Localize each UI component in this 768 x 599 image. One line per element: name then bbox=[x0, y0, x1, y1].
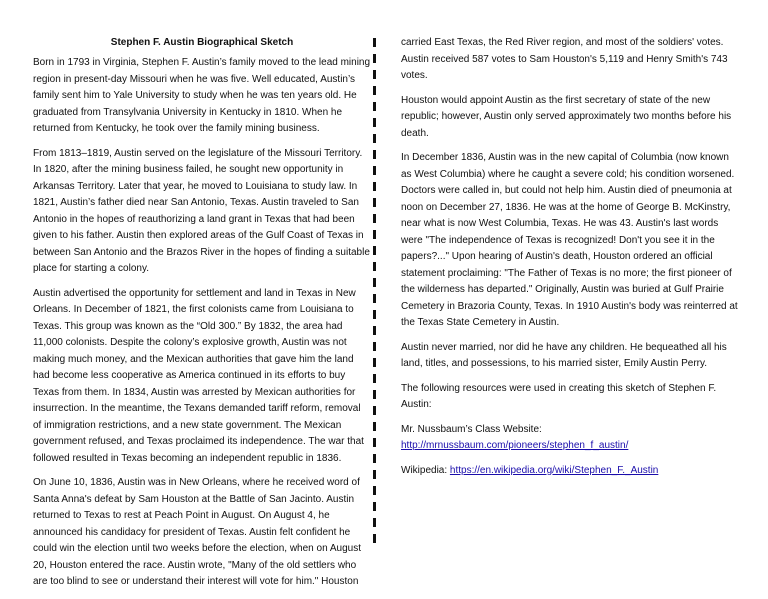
paragraph-election-results: carried East Texas, the Red River region, and most of the soldiers' votes. Austin received 587 votes to Sam Houston's 5,119 and Henry Smith's 743 votes. bbox=[401, 37, 728, 81]
resource-class-website bbox=[401, 422, 740, 455]
paragraph-election: On June 10, 1836, Austin was in New Orleans, where he received word of Santa Anna's defeat by Sam Houston at the Battle of San Jacinto. Austin returned to Texas to rest at Peach Point in August. On August 4, he announced his candidacy for president of Texas. Austin felt confident he could win the election until two weeks before the election, when on August 20, Houston entered the race. Austin wrote, "Many of the old settlers who are too blind to see or understand their interest will vote for him." Houston bbox=[33, 477, 361, 587]
wikipedia-link[interactable]: https://en.wikipedia.org/wiki/Stephen_F._Austin bbox=[449, 464, 659, 476]
right-column bbox=[401, 35, 740, 487]
class-website-label: Mr. Nussbaum’s Class Website: bbox=[401, 423, 542, 435]
left-column bbox=[33, 35, 371, 599]
paragraph-early-life: Born in 1793 in Virginia, Stephen F. Austin’s family moved to the lead mining region in present-day Missouri when he was five. Well educated, Austin’s family sent him to Yale University to study when he was ten years old. He graduated from Transylvania University in Kentucky in 1810. When he returned from Kentucky, he took over the family mining business. bbox=[33, 57, 371, 134]
paragraph-secretary-of-state: Houston would appoint Austin as the first secretary of state of the new republic; however, Austin only served approximately two months before his death. bbox=[401, 94, 732, 139]
wikipedia-label: Wikipedia: bbox=[401, 464, 450, 476]
paragraph-legacy: Austin never married, nor did he have any children. He bequeathed all his land, titles, and possessions, to his married sister, Emily Austin Perry. bbox=[401, 341, 727, 369]
class-website-link[interactable]: http://mrnussbaum.com/pioneers/stephen_f_austin/ bbox=[401, 440, 629, 451]
paragraph-resources-intro: The following resources were used in creating this sketch of Stephen F. Austin: bbox=[401, 382, 717, 410]
paragraph-missouri-territory: From 1813–1819, Austin served on the legislature of the Missouri Territory. In 1820, after the mining business failed, he sought new opportunity in Arkansas Territory. Later that year, he moved to Louisiana to study law. In 1821, Austin’s father died near San Antonio, Texas. Austin traveled to San Antonio in the hopes of reauthorizing a land grant in Texas that had been given to his father. Austin then explored areas of the Gulf Coast of Texas in between San Antonio and the Brazos River in the hopes of finding a suitable place for starting a colony. bbox=[33, 147, 370, 274]
resource-wikipedia bbox=[401, 463, 740, 480]
paragraph-colony: Austin advertised the opportunity for settlement and land in Texas in New Orleans. In December of 1821, the first colonists came from Louisiana to Texas. This group was known as the “Old 300.” By 1832, the area had 11,000 colonists. Despite the colony’s explosive growth, Austin was not making much money, and the Mexican authorities that gave him the land had become less cooperative as America continued in its efforts to buy Texas from them. In 1834, Austin was arrested by Mexican authorities for insurrection. In the meantime, the Texans demanded tariff reform, removal of immigration restrictions, and a new state government. The Mexican government refused, and Texas proclaimed its independence. The war that followed resulted in Texas becoming an independent republic in 1836. bbox=[33, 287, 364, 464]
paragraph-death: In December 1836, Austin was in the new capital of Columbia (now known as West Columbia) where he caught a severe cold; his condition worsened. Doctors were called in, but could not help him. Austin died of pneumonia at noon on December 27, 1836. He was at the home of George B. McKinstry, near what is now West Columbia, Texas. He was 43. Austin's last words were "The independence of Texas is recognized! Don't you see it in the papers?..." Upon hearing of Austin's death, Houston ordered an official statement proclaiming: "The Father of Texas is no more; the first pioneer of the wilderness has departed." Originally, Austin was buried at Gulf Prairie Cemetery in Brazoria County, Texas. In 1910 Austin's body was reinterred at the Texas State Cemetery in Austin. bbox=[401, 152, 738, 328]
document-title: Stephen F. Austin Biographical Sketch bbox=[110, 37, 294, 48]
column-divider bbox=[373, 38, 376, 550]
